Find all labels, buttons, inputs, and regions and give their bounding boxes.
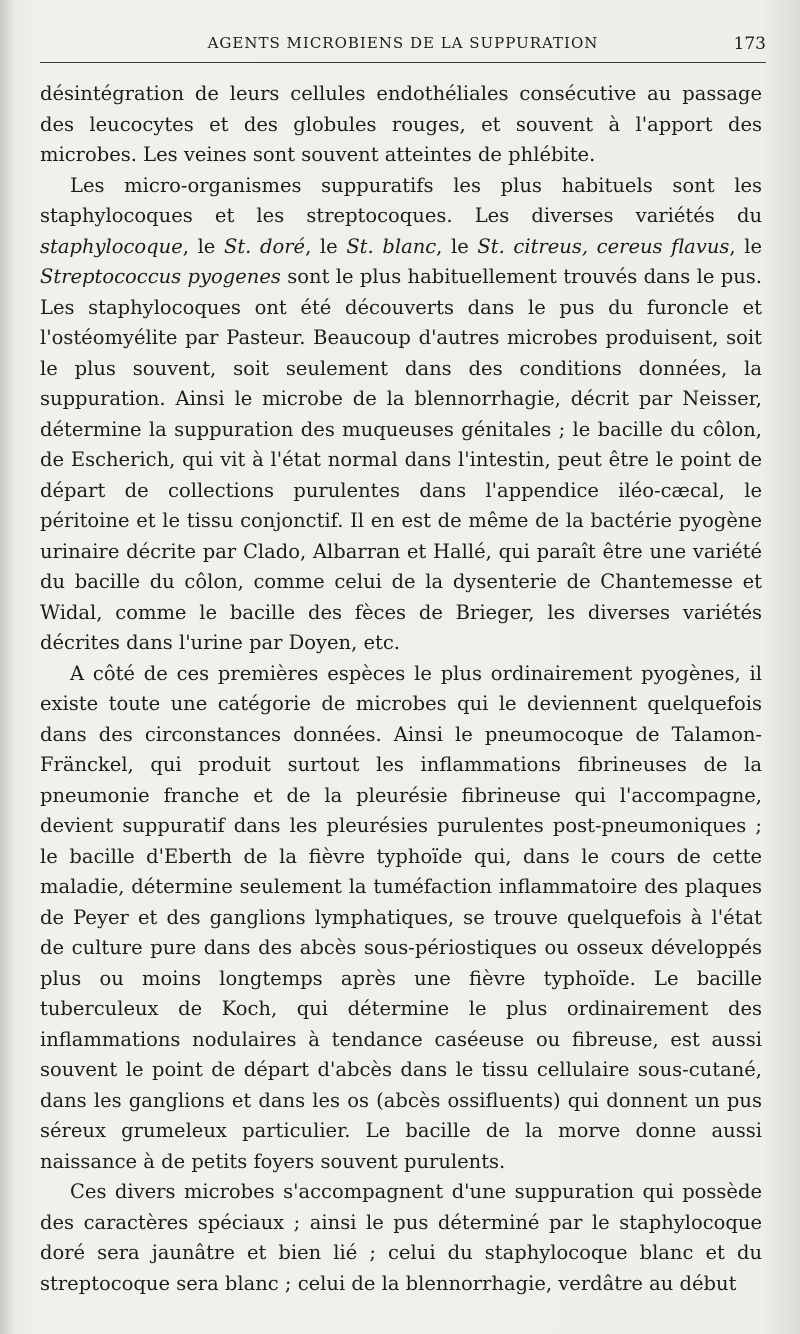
paragraph-2 [40,171,762,659]
body-text [40,79,762,1299]
text-run: Les micro-organismes suppuratifs les plus habituels sont les staphylocoques et les streptocoques. Les diverses variétés du [40,173,762,227]
species-name: St. blanc [346,234,437,258]
text-run: , le [182,234,224,258]
species-name: St. citreus, cereus flavus [477,234,730,258]
running-header [40,28,766,63]
species-name: Streptococcus pyogenes [40,265,281,288]
paragraph-1: désintégration de leurs cellules endothéliales consécutive au passage des leucocytes et des globules rouges, et souvent à l'apport des microbes. Les veines sont souvent atteintes de phlébite. [40,82,762,166]
paragraph-3: A côté de ces premières espèces le plus ordinairement pyogènes, il existe toute une catégorie de microbes qui le deviennent quelquefois dans des circonstances données. Ainsi le pneumocoque de Talamon-Fränckel, qui produit surtout les inflammations fibrineuses de la pneumonie franche et de la pleurésie fibrineuse qui l'accompagne, devient suppuratif dans les pleurésies purulentes post-pneumoniques ; le bacille d'Eberth de la fièvre typhoïde qui, dans le cours de cette maladie, détermine seulement la tuméfaction inflammatoire des plaques de Peyer et des ganglions lymphatiques, se trouve quelquefois à l'état de culture pure dans des abcès sous-périostiques ou osseux développés plus ou moins longtemps après une fièvre typhoïde. Le bacille tuberculeux de Koch, qui détermine le plus ordinairement des inflammations nodulaires à tendance caséeuse ou fibreuse, est aussi souvent le point de départ d'abcès dans le tissu cellulaire sous-cutané, dans les ganglions et dans les os (abcès ossifluents) qui donnent un pus séreux grumeleux particulier. Le bacille de la morve donne aussi naissance à de petits foyers souvent purulents. [40,661,762,1173]
text-run: , le [305,234,347,258]
paragraph-4: Ces divers microbes s'accompagnent d'une suppuration qui possède des caractères spéciaux ; ainsi le pus déterminé par le staphylocoque doré sera jaunâtre et bien lié ; celui du staphylocoque blanc et du streptocoque sera blanc ; celui de la blennorrhagie, verdâtre au début [40,1180,762,1295]
running-title: AGENTS MICROBIENS DE LA SUPPURATION [207,34,599,52]
text-run: , le [729,234,763,258]
text-run: sont le plus habituellement trouvés dans le pus. Les staphylocoques ont été découverts dans le pus du furoncle et l'ostéomyélite par Pasteur. Beaucoup d'autres microbes produisent, soit le plus souvent, soit seulement dans des conditions données, la suppuration. Ainsi le microbe de la blennorrhagie, décrit par Neisser, détermine la suppuration des muqueuses génitales ; le bacille du côlon, de Escherich, qui vit à l'état normal dans l'intestin, peut être le point de départ de collections purulentes dans l'appendice iléo-cæcal, le péritoine et le tissu conjonctif. Il en est de même de la bactérie pyogène urinaire décrite par Clado, Albarran et Hallé, qui paraît être une variété du bacille du côlon, comme celui de la dysenterie de Chantemesse et Widal, comme le bacille des fèces de Brieger, les diverses variétés décrites dans l'urine par Doyen, etc. [40,265,762,654]
species-name: St. doré [223,234,306,258]
text-run: , le [436,234,478,258]
species-name: staphylocoque [40,234,183,258]
page-number: 173 [733,34,766,54]
